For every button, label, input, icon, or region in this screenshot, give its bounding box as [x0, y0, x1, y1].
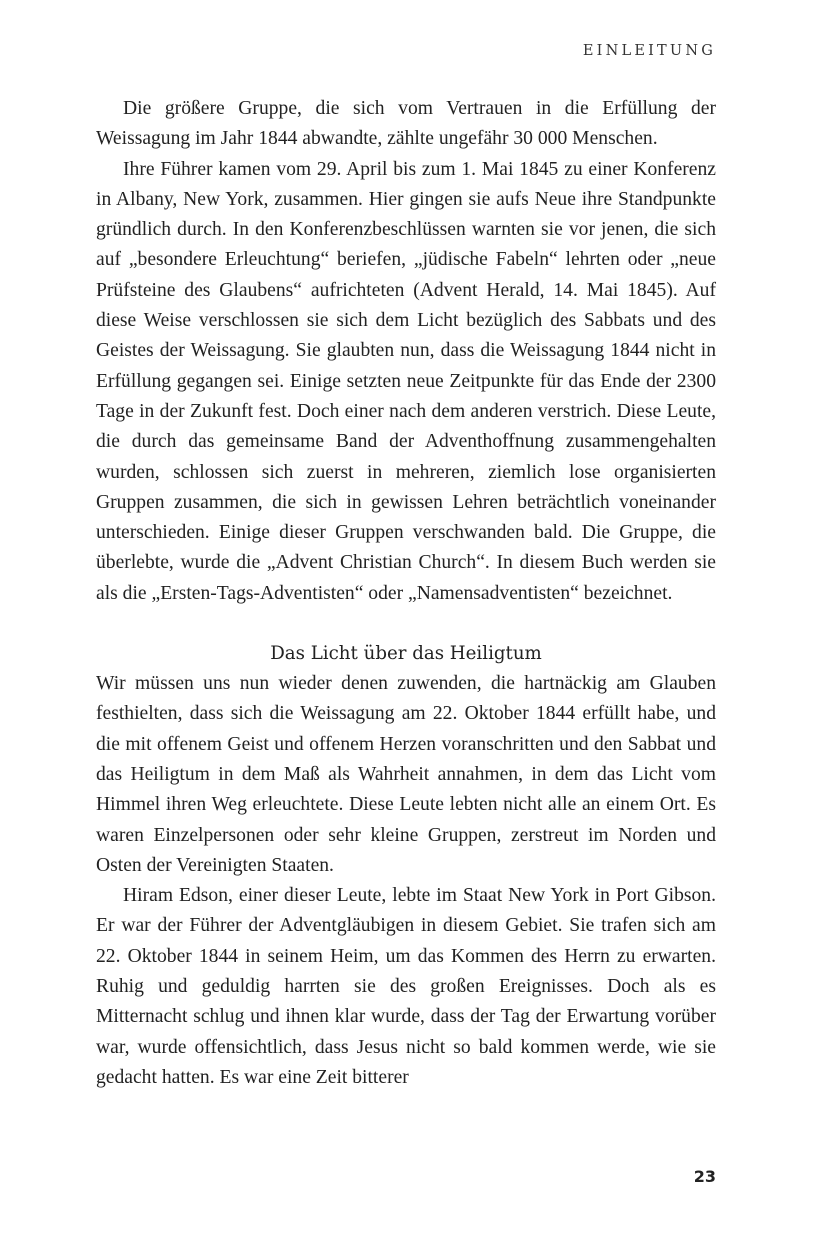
section-heading: Das Licht über das Heiligtum [270, 643, 542, 665]
paragraph-3: Wir müssen uns nun wieder denen zuwenden, die hartnäckig am Glauben festhielten, dass sich die Weissagung am 22. Oktober 1844 erfüllt habe, und die mit offenem Geist und offenem Herzen voranschritten und den Sabbat und das Heiligtum in dem Maß als Wahrheit annahmen, in dem das Licht vom Himmel ihren Weg erleuchtete. Diese Leute lebten nicht alle an einem Ort. Es waren Einzelpersonen oder sehr kleine Gruppen, zerstreut im Norden und Osten der Vereinigten Staaten. [96, 673, 716, 876]
running-head: EINLEITUNG [582, 43, 716, 59]
paragraph-1: Die größere Gruppe, die sich vom Vertrauen in die Erfüllung der Weissagung im Jahr 1844 abwandte, zählte ungefähr 30 000 Menschen. [96, 98, 716, 150]
paragraph-2: Ihre Führer kamen vom 29. April bis zum 1. Mai 1845 zu einer Konferenz in Albany, New York, zusammen. Hier gingen sie aufs Neue ihre Standpunkte gründlich durch. In den Konferenzbeschlüssen warnten sie vor jenen, die sich auf „besondere Erleuchtung“ beriefen, „jüdische Fabeln“ lehrten oder „neue Prüfsteine des Glaubens“ aufrichteten (Advent Herald, 14. Mai 1845). Auf diese Weise verschlossen sie sich dem Licht bezüglich des Sabbats und des Geistes der Weissagung. Sie glaubten nun, dass die Weissagung 1844 nicht in Erfüllung gegangen sei. Einige setzten neue Zeitpunkte für das Ende der 2300 Tage in der Zukunft fest. Doch einer nach dem anderen verstrich. Diese Leute, die durch das gemeinsame Band der Adventhoffnung zusammengehalten wurden, schlossen sich zuerst in mehreren, ziemlich lose organisierten Gruppen zusammen, die sich in gewissen Lehren beträchtlich voneinander unterschieden. Einige dieser Gruppen verschwanden bald. Die Gruppe, die überlebte, wurde die „Advent Christian Church“. In diesem Buch werden sie als die „Ersten-Tags-Adventisten“ oder „Namensadventisten“ bezeichnet. [96, 158, 716, 604]
body-text [96, 94, 716, 1093]
paragraph-4: Hiram Edson, einer dieser Leute, lebte im Staat New York in Port Gibson. Er war der Führer der Adventgläubigen in diesem Gebiet. Sie trafen sich am 22. Oktober 1844 in seinem Heim, um das Kommen des Herrn zu erwarten. Ruhig und geduldig harrten sie des großen Ereignisses. Doch als es Mitternacht schlug und ihnen klar wurde, dass der Tag der Erwartung vorüber war, wurde offensichtlich, dass Jesus nicht so bald kommen werde, wie sie gedacht hatten. Es war eine Zeit bitterer [96, 885, 716, 1088]
page-number: 23 [693, 1167, 716, 1186]
